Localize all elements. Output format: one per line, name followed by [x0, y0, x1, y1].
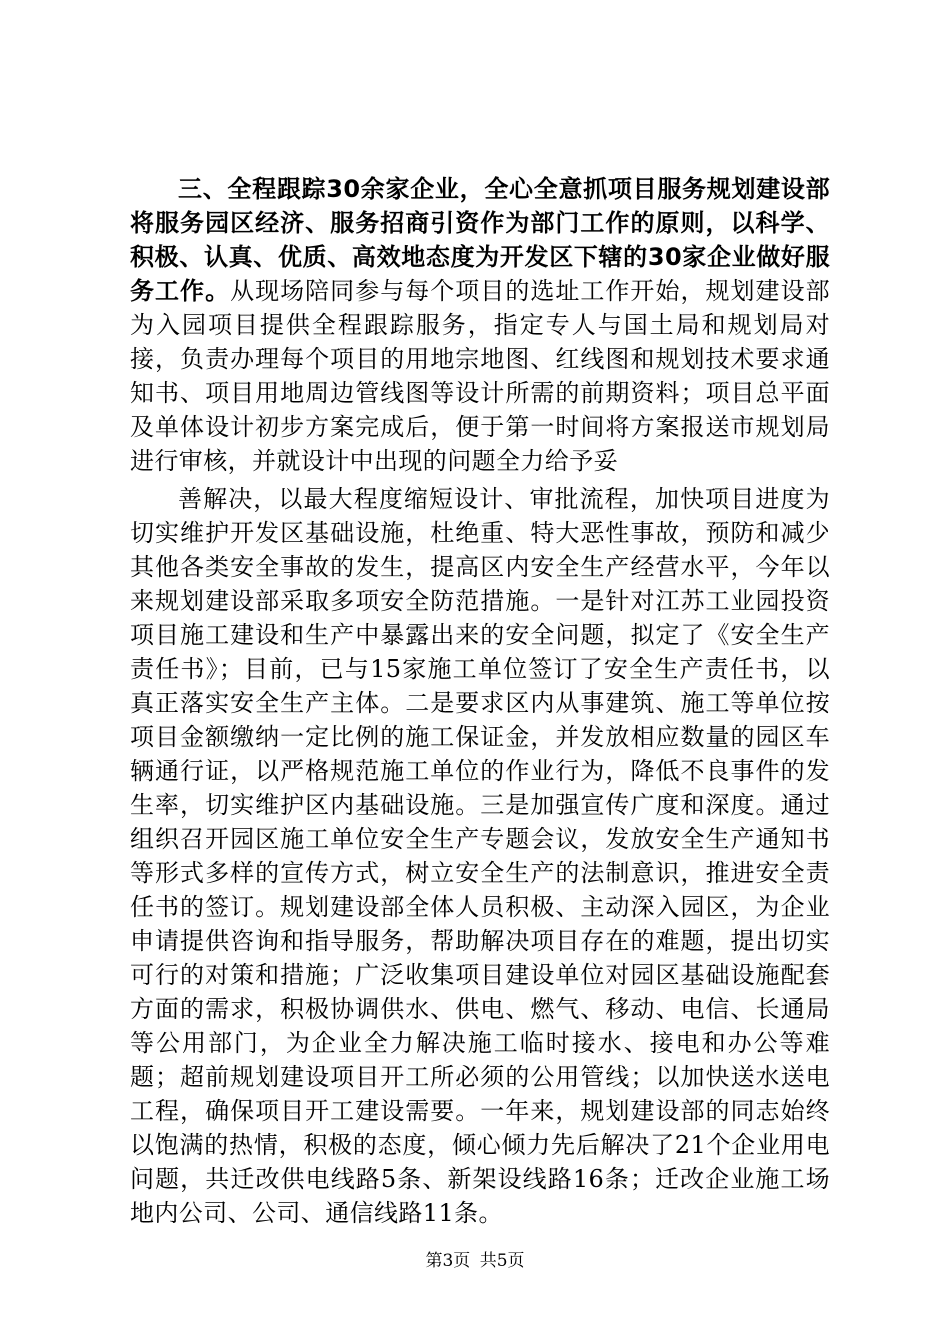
paragraph-1-lead: 三、全程跟踪30余家企业，全心全意抓项目服务规划建设部将服务园区经济、服务招商引资作为部门工作的原则，以科学、积极、认真、优质、高效地态度为开发区下辖的30家企业做好服务工作。	[130, 175, 830, 305]
document-body	[130, 172, 830, 1230]
paragraph-1	[130, 172, 830, 478]
paragraph-2-text: 善解决，以最大程度缩短设计、审批流程，加快项目进度为切实维护开发区基础设施，杜绝重、特大恶性事故，预防和减少其他各类安全事故的发生，提高区内安全生产经营水平，今年以来规划建设部采取多项安全防范措施。一是针对江苏工业园投资项目施工建设和生产中暴露出来的安全问题，拟定了《安全生产责任书》；目前，已与15家施工单位签订了安全生产责任书，以真正落实安全生产主体。二是要求区内从事建筑、施工等单位按项目金额缴纳一定比例的施工保证金，并发放相应数量的园区车辆通行证，以严格规范施工单位的作业行为，降低不良事件的发生率，切实维护区内基础设施。三是加强宣传广度和深度。通过组织召开园区施工单位安全生产专题会议，发放安全生产通知书等形式多样的宣传方式，树立安全生产的法制意识，推进安全责任书的签订。规划建设部全体人员积极、主动深入园区，为企业申请提供咨询和指导服务，帮助解决项目存在的难题，提出切实可行的对策和措施；广泛收集项目建设单位对园区基础设施配套方面的需求，积极协调供水、供电、燃气、移动、电信、长通局等公用部门，为企业全力解决施工临时接水、接电和办公等难题；超前规划建设项目开工所必须的公用管线；以加快送水送电工程，确保项目开工建设需要。一年来，规划建设部的同志始终以饱满的热情，积极的态度，倾心倾力先后解决了21个企业用电问题，共迁改供电线路5条、新架设线路16条；迁改企业施工场地内公司、公司、通信线路11条。	[130, 485, 830, 1227]
page-number: 第3页 共5页	[425, 1251, 525, 1271]
paragraph-1-text: 从现场陪同参与每个项目的选址工作开始，规划建设部为入园项目提供全程跟踪服务，指定专人与国土局和规划局对接，负责办理每个项目的用地宗地图、红线图和规划技术要求通知书、项目用地周边管线图等设计所需的前期资料；项目总平面及单体设计初步方案完成后，便于第一时间将方案报送市规划局进行审核，并就设计中出现的问题全力给予妥	[130, 277, 830, 475]
paragraph-2	[130, 482, 830, 1230]
